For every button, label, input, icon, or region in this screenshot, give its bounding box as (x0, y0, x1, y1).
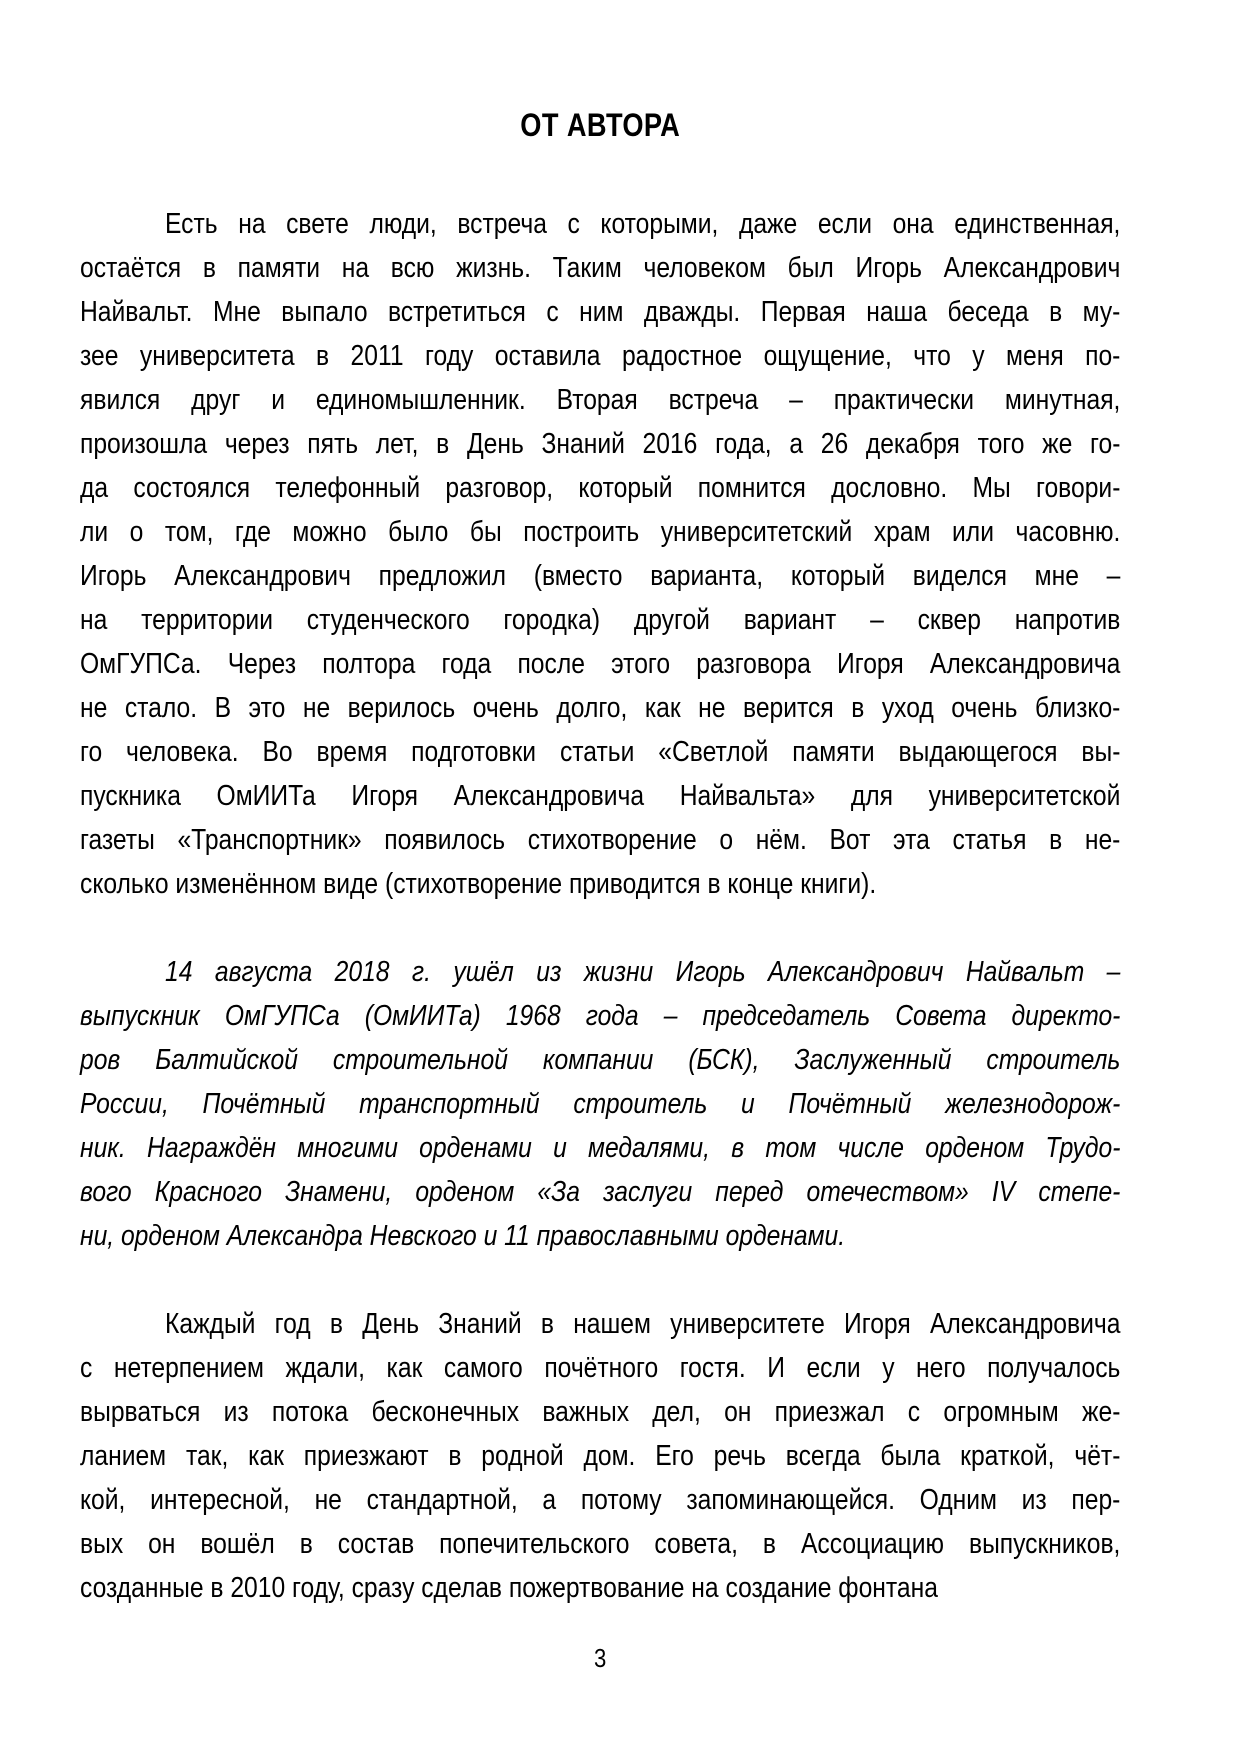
paragraph (80, 950, 1120, 1258)
text-line: ник. Награждён многими орденами и медалями, в том числе орденом Трудо- (80, 1132, 1121, 1164)
text-line: ли о том, где можно было бы построить университетский храм или часовню. (80, 516, 1121, 548)
text-line: остаётся в памяти на всю жизнь. Таким человеком был Игорь Александрович (80, 252, 1121, 284)
text-line: России, Почётный транспортный строитель и Почётный железнодорож- (80, 1088, 1121, 1120)
text-line: газеты «Транспортник» появилось стихотворение о нём. Вот эта статья в не- (80, 824, 1121, 856)
page-number: 3 (594, 1643, 607, 1673)
text-line: ОмГУПСа. Через полтора года после этого разговора Игоря Александровича (80, 648, 1121, 680)
text-line: сколько изменённом виде (стихотворение приводится в конце книги). (80, 868, 877, 900)
text-line: Каждый год в День Знаний в нашем университете Игоря Александровича (165, 1308, 1121, 1340)
text-line: на территории студенческого городка) другой вариант – сквер напротив (80, 604, 1121, 636)
text-line: 14 августа 2018 г. ушёл из жизни Игорь Александрович Найвальт – (165, 956, 1121, 988)
text-line: Найвальт. Мне выпало встретиться с ним дважды. Первая наша беседа в му- (80, 296, 1121, 328)
text-line: ров Балтийской строительной компании (БСК), Заслуженный строитель (80, 1044, 1121, 1076)
text-block (80, 104, 1120, 1676)
text-line: Есть на свете люди, встреча с которыми, даже если она единственная, (165, 208, 1121, 240)
text-line: да состоялся телефонный разговор, который помнится дословно. Мы говори- (80, 472, 1121, 504)
page-body (80, 202, 1120, 1610)
text-line: ни, орденом Александра Невского и 11 православными орденами. (80, 1220, 846, 1252)
text-line: вырваться из потока бесконечных важных дел, он приезжал с огромным же- (80, 1396, 1121, 1428)
paragraph (80, 1302, 1120, 1610)
page-title: ОТ АВТОРА (520, 107, 681, 143)
text-line: с нетерпением ждали, как самого почётного гостя. И если у него получалось (80, 1352, 1121, 1384)
text-line: кой, интересной, не стандартной, а потому запоминающейся. Одним из пер- (80, 1484, 1121, 1516)
text-line: ланием так, как приезжают в родной дом. Его речь всегда была краткой, чёт- (80, 1440, 1121, 1472)
text-line: выпускник ОмГУПСа (ОмИИТа) 1968 года – председатель Совета директо- (80, 1000, 1121, 1032)
text-line: явился друг и единомышленник. Вторая встреча – практически минутная, (80, 384, 1121, 416)
text-line: вых он вошёл в состав попечительского совета, в Ассоциацию выпускников, (80, 1528, 1121, 1560)
paragraph (80, 202, 1120, 906)
text-line: вого Красного Знамени, орденом «За заслуги перед отечеством» IV степе- (80, 1176, 1121, 1208)
text-line: го человека. Во время подготовки статьи «Светлой памяти выдающегося вы- (80, 736, 1121, 768)
text-line: произошла через пять лет, в День Знаний 2016 года, а 26 декабря того же го- (80, 428, 1121, 460)
text-line: Игорь Александрович предложил (вместо варианта, который виделся мне – (80, 560, 1121, 592)
text-line: зее университета в 2011 году оставила радостное ощущение, что у меня по- (80, 340, 1121, 372)
text-line: созданные в 2010 году, сразу сделав пожертвование на создание фонтана (80, 1572, 938, 1604)
text-line: не стало. В это не верилось очень долго, как не верится в уход очень близко- (80, 692, 1121, 724)
text-line: пускника ОмИИТа Игоря Александровича Найвальта» для университетской (80, 780, 1121, 812)
